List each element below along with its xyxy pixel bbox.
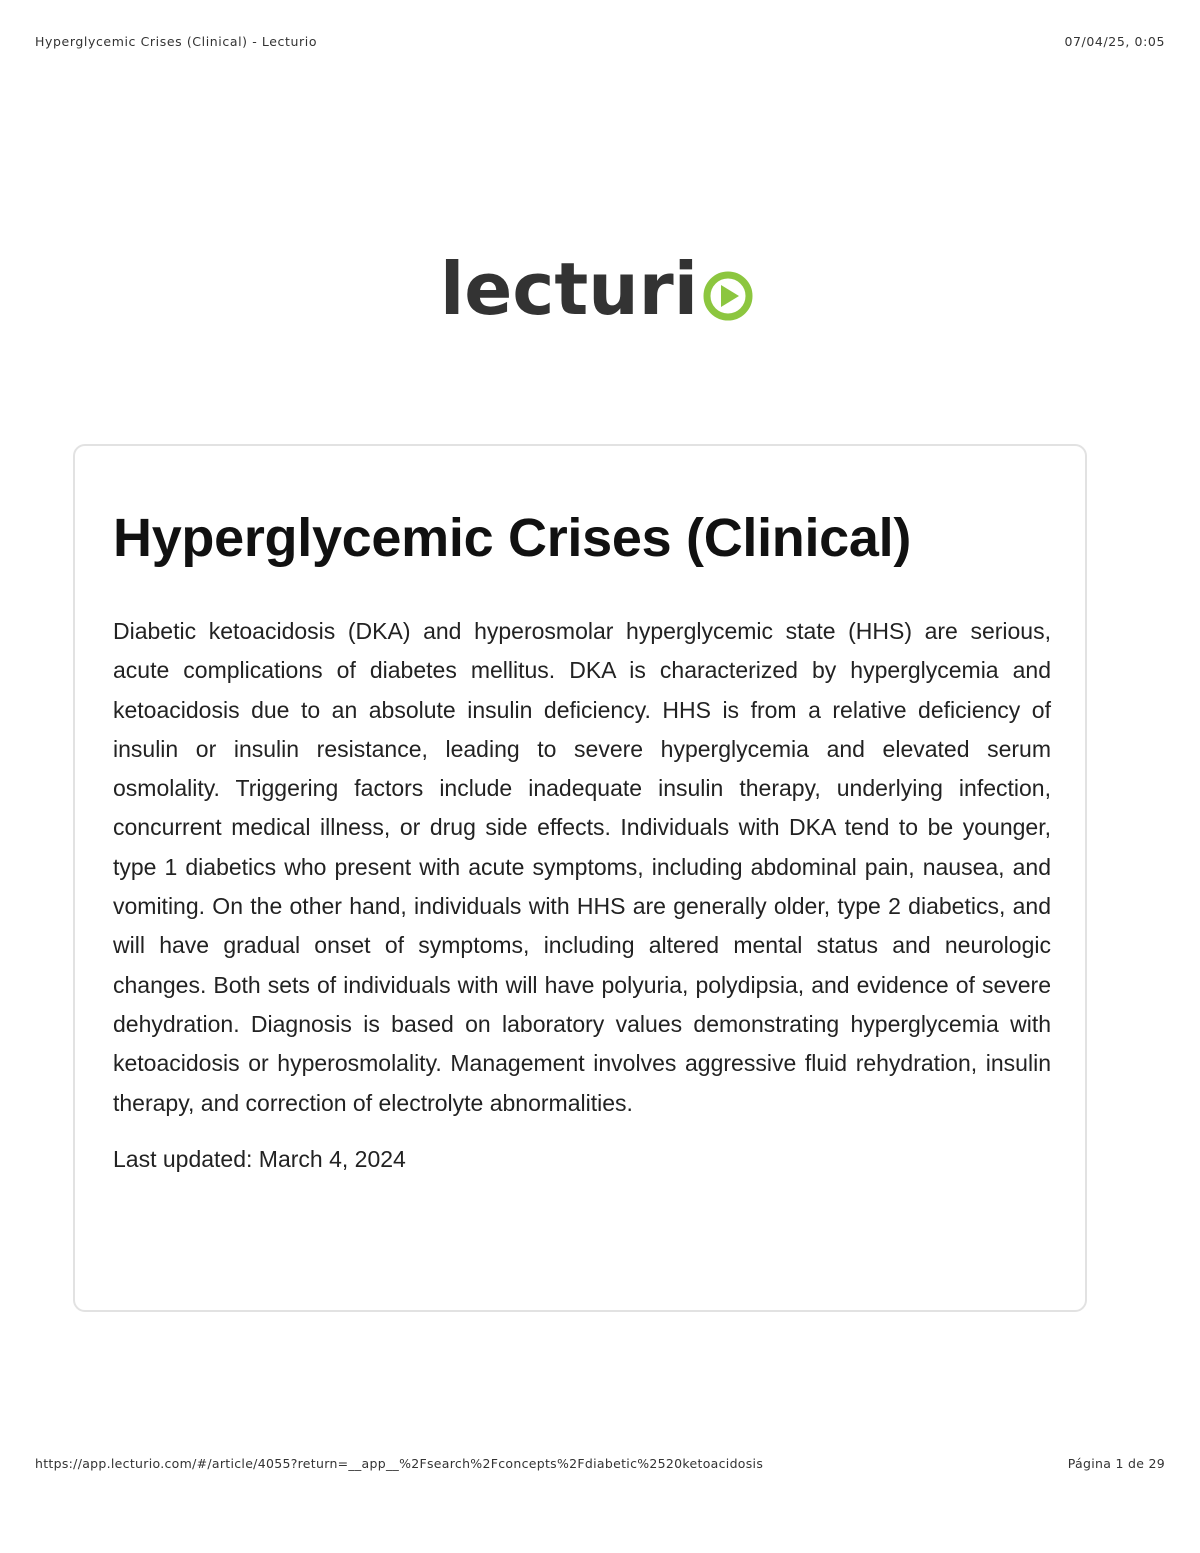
print-header-datetime: 07/04/25, 0:05 <box>1064 34 1165 49</box>
lecturio-logo[interactable] <box>440 240 760 330</box>
logo-wordmark: lecturi <box>440 247 698 330</box>
lecturio-logo-graphic <box>440 240 760 330</box>
play-icon <box>707 275 749 317</box>
article-summary: Diabetic ketoacidosis (DKA) and hyperosmolar hyperglycemic state (HHS) are serious, acute complications of diabetes mellitus. DKA is characterized by hyperglycemia and ketoacidosis due to an absolute insulin deficiency. HHS is from a relative deficiency of insulin or insulin resistance, leading to severe hyperglycemia and elevated serum osmolality. Triggering factors include inadequate insulin therapy, underlying infection, concurrent medical illness, or drug side effects. Individuals with DKA tend to be younger, type 1 diabetics who present with acute symptoms, including abdominal pain, nausea, and vomiting. On the other hand, individuals with HHS are generally older, type 2 diabetics, and will have gradual onset of symptoms, including altered mental status and neurologic changes. Both sets of individuals with will have polyuria, polydipsia, and evidence of severe dehydration. Diagnosis is based on laboratory values demonstrating hyperglycemia with ketoacidosis or hyperosmolality. Management involves aggressive fluid rehydration, insulin therapy, and correction of electrolyte abnormalities. <box>113 618 1051 1116</box>
print-header-title: Hyperglycemic Crises (Clinical) - Lecturio <box>35 34 318 49</box>
print-footer-url[interactable]: https://app.lecturio.com/#/article/4055?return=__app__%2Fsearch%2Fconcepts%2Fdiabetic%2520ketoacidosis <box>35 1456 764 1471</box>
print-footer-page: Página 1 de 29 <box>1067 1456 1165 1471</box>
article-title: Hyperglycemic Crises (Clinical) <box>113 508 912 568</box>
article-content <box>113 502 1051 1175</box>
print-footer <box>35 1456 1165 1474</box>
last-updated: Last updated: March 4, 2024 <box>113 1145 406 1172</box>
article-card <box>73 444 1087 1312</box>
print-header <box>35 34 1165 52</box>
